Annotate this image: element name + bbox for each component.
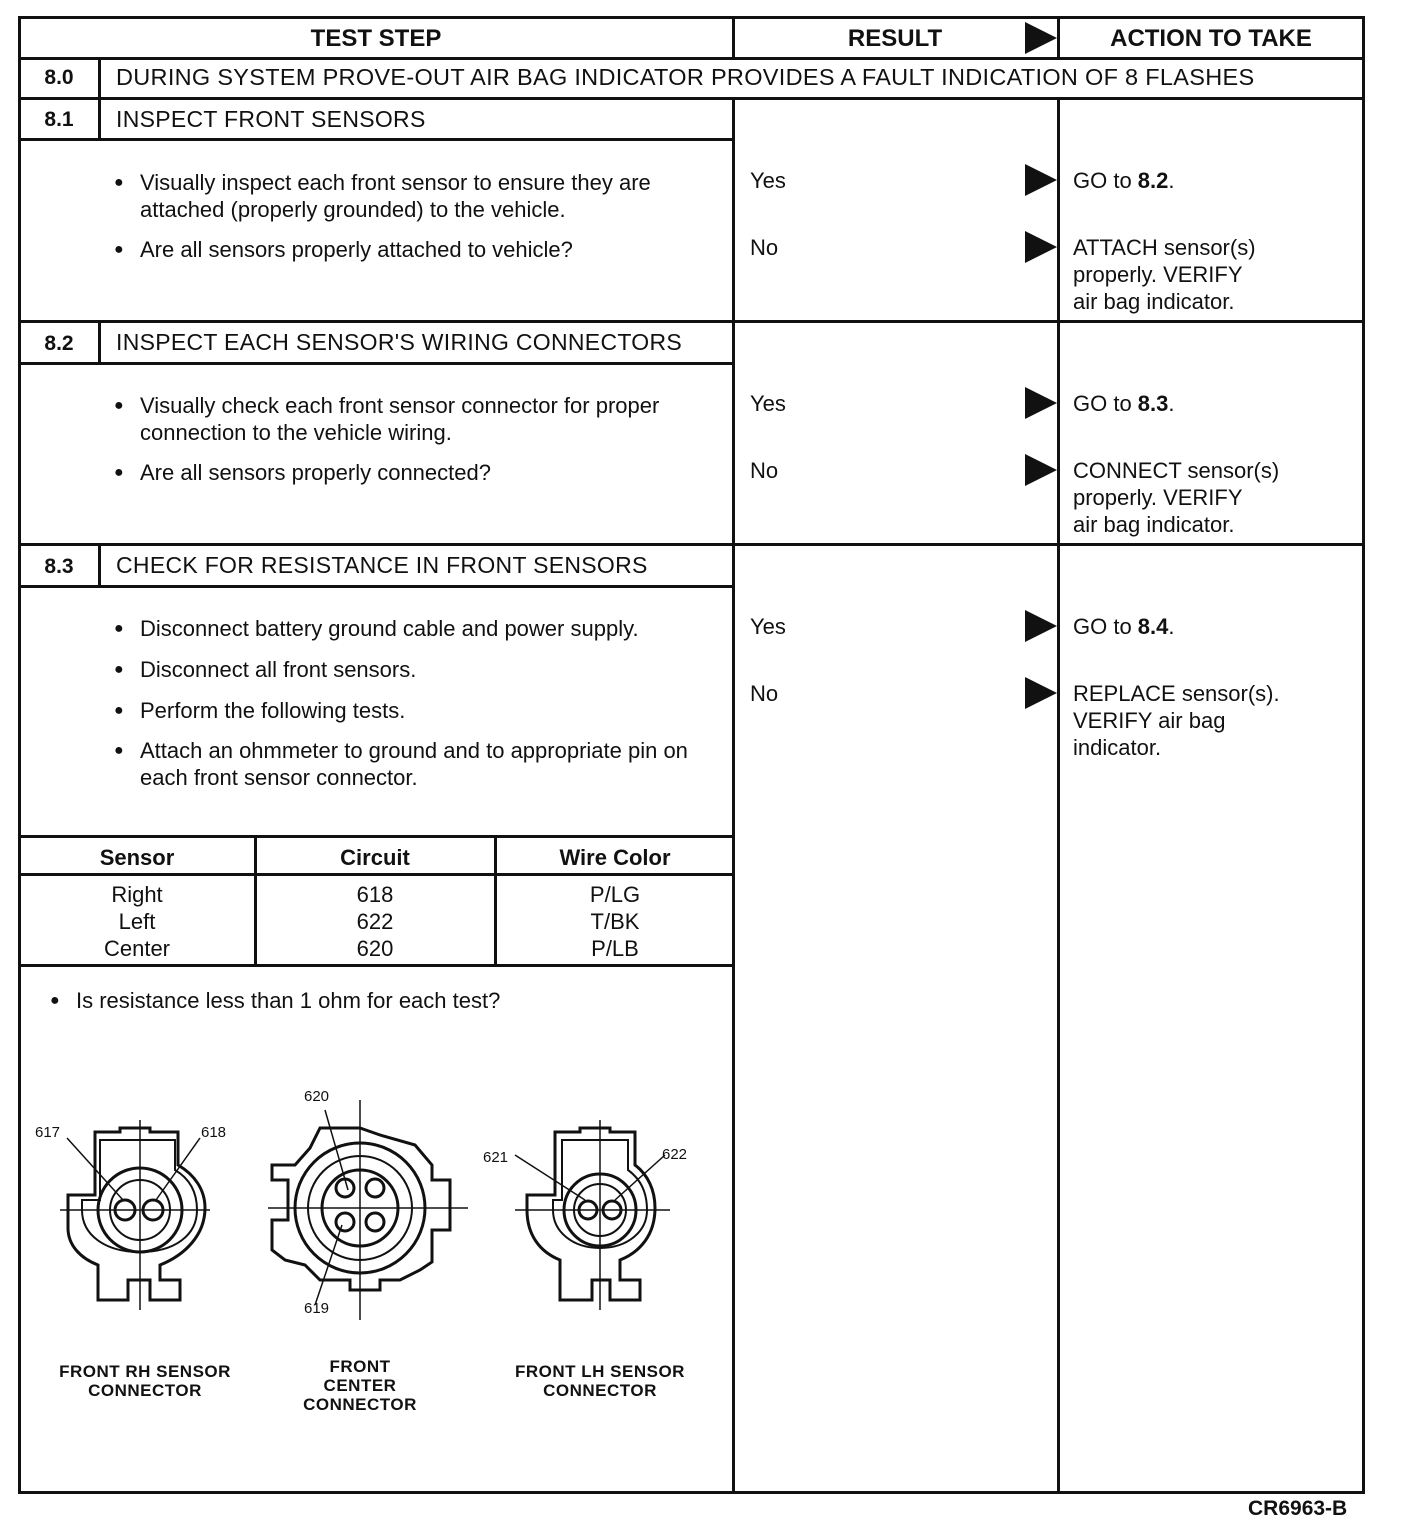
pin-label-617: 617 bbox=[35, 1124, 61, 1141]
figure-code: CR6963-B bbox=[1248, 1497, 1348, 1520]
arrow-icon bbox=[1025, 454, 1057, 486]
pin-label-619: 619 bbox=[304, 1300, 330, 1317]
step-8-3-number: 8.3 bbox=[44, 555, 74, 578]
step-8-1-title: INSPECT FRONT SENSORS bbox=[116, 106, 426, 132]
table-cell: T/BK bbox=[590, 909, 640, 934]
pin-label-620: 620 bbox=[304, 1088, 330, 1105]
step-8-3-bullet-3: ● Perform the following tests. bbox=[140, 697, 720, 724]
arrow-icon bbox=[1025, 677, 1057, 709]
header-result: RESULT bbox=[847, 25, 943, 52]
table-cell: P/LG bbox=[589, 882, 641, 907]
table-header-sensor: Sensor bbox=[99, 845, 175, 870]
step-8-1-action-no: ATTACH sensor(s) properly. VERIFY air bag indicator. bbox=[1073, 235, 1256, 314]
table-cell: Left bbox=[118, 909, 156, 934]
table-cell: P/LB bbox=[591, 936, 639, 961]
rh-connector-drawing bbox=[60, 1120, 210, 1310]
step-8-3-bullet-1: ● Disconnect battery ground cable and power supply. bbox=[140, 615, 725, 642]
step-8-1-result-no: No bbox=[750, 235, 779, 260]
table-header-wire-color: Wire Color bbox=[559, 845, 671, 870]
caption-center-connector: FRONT CENTER CONNECTOR bbox=[303, 1357, 417, 1414]
table-cell: Right bbox=[111, 882, 163, 907]
step-8-1-bullet-1: ● Visually inspect each front sensor to ensure they are attached (properly grounded) to the vehicle. bbox=[140, 169, 720, 223]
step-8-3-bullet-2: ● Disconnect all front sensors. bbox=[140, 656, 720, 683]
pin-label-622: 622 bbox=[662, 1146, 688, 1163]
step-8-1-number: 8.1 bbox=[44, 108, 74, 131]
arrow-icon bbox=[1025, 164, 1057, 196]
step-8-3-result-no: No bbox=[750, 681, 779, 706]
lh-connector-drawing bbox=[515, 1120, 670, 1310]
step-8-1-bullet-2: ● Are all sensors properly attached to vehicle? bbox=[140, 236, 720, 263]
step-8-3-bullet-4: ● Attach an ohmmeter to ground and to appropriate pin on each front sensor connector. bbox=[140, 737, 705, 791]
step-8-3-title: CHECK FOR RESISTANCE IN FRONT SENSORS bbox=[116, 552, 648, 578]
table-cell: 622 bbox=[356, 909, 394, 934]
center-connector-drawing bbox=[268, 1100, 468, 1320]
table-header-circuit: Circuit bbox=[340, 845, 410, 870]
step-8-0-title: DURING SYSTEM PROVE-OUT AIR BAG INDICATOR PROVIDES A FAULT INDICATION OF 8 FLASHES bbox=[116, 64, 1255, 90]
step-8-3-question: ● Is resistance less than 1 ohm for each test? bbox=[76, 987, 716, 1014]
caption-rh-connector: FRONT RH SENSOR CONNECTOR bbox=[59, 1362, 231, 1400]
caption-lh-connector: FRONT LH SENSOR CONNECTOR bbox=[515, 1362, 685, 1400]
step-8-3-result-yes: Yes bbox=[750, 614, 786, 639]
table-cell: 618 bbox=[356, 882, 394, 907]
arrow-icon bbox=[1025, 610, 1057, 642]
step-8-2-action-yes: GO to 8.3. bbox=[1073, 391, 1175, 416]
step-8-2-bullet-1: ● Visually check each front sensor connector for proper connection to the vehicle wiring. bbox=[140, 392, 720, 446]
step-8-1-result-yes: Yes bbox=[750, 168, 786, 193]
step-8-2-result-yes: Yes bbox=[750, 391, 786, 416]
step-8-1-action-yes: GO to 8.2. bbox=[1073, 168, 1175, 193]
table-cell: Center bbox=[103, 936, 171, 961]
step-8-3-action-no: REPLACE sensor(s). VERIFY air bag indicator. bbox=[1073, 681, 1280, 760]
step-8-3-action-yes: GO to 8.4. bbox=[1073, 614, 1175, 639]
header-arrow-icon bbox=[1025, 22, 1057, 54]
step-8-2-title: INSPECT EACH SENSOR'S WIRING CONNECTORS bbox=[116, 329, 683, 355]
step-8-2-action-no: CONNECT sensor(s) properly. VERIFY air bag indicator. bbox=[1073, 458, 1280, 537]
header-action: ACTION TO TAKE bbox=[1110, 25, 1312, 52]
step-8-2-number: 8.2 bbox=[44, 332, 74, 355]
table-cell: 620 bbox=[356, 936, 394, 961]
step-8-2-result-no: No bbox=[750, 458, 779, 483]
header-test-step: TEST STEP bbox=[310, 25, 442, 52]
pin-label-621: 621 bbox=[483, 1149, 509, 1166]
arrow-icon bbox=[1025, 387, 1057, 419]
step-8-0-number: 8.0 bbox=[44, 66, 74, 89]
pin-label-618: 618 bbox=[201, 1124, 227, 1141]
arrow-icon bbox=[1025, 231, 1057, 263]
step-8-2-bullet-2: ● Are all sensors properly connected? bbox=[140, 459, 720, 486]
